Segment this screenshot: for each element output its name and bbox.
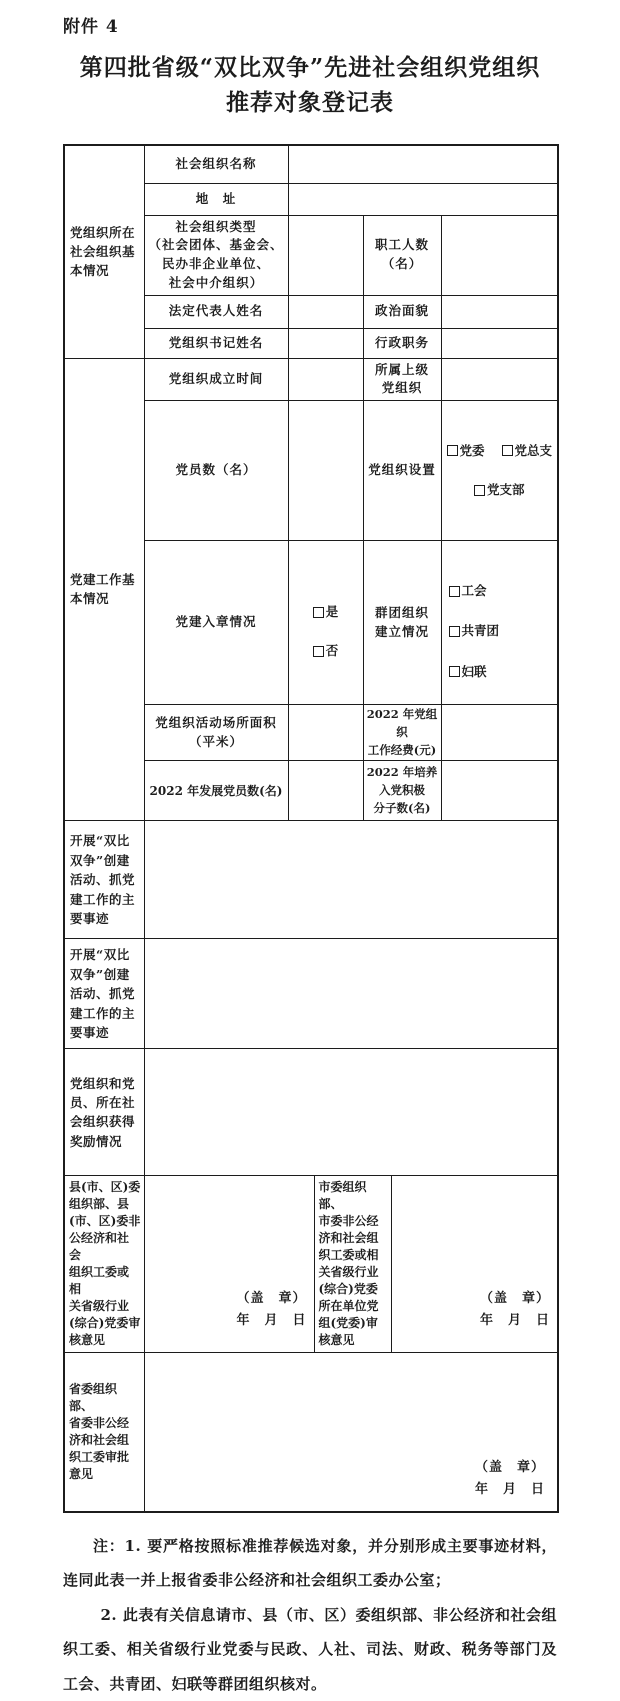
input-staff-count[interactable]	[441, 215, 558, 295]
label-org-name: 社会组织名称	[144, 145, 288, 183]
charter-inclusion-options	[288, 541, 363, 705]
checkbox-icon[interactable]	[447, 445, 458, 456]
input-party-org-founded-time[interactable]	[288, 358, 363, 401]
label-org-type: 社会组织类型 （社会团体、基金会、 民办非企业单位、 社会中介组织）	[144, 215, 288, 295]
checkbox-no[interactable]: 否	[313, 642, 339, 661]
county-review-stamp-area[interactable]	[144, 1176, 314, 1353]
label-party-org-setup: 党组织设置	[363, 401, 441, 541]
city-review-stamp-area[interactable]	[391, 1176, 558, 1353]
section-header-awards: 党组织和党 员、所在社 会组织获得 奖励情况	[64, 1049, 144, 1176]
input-party-secretary-name[interactable]	[288, 328, 363, 358]
label-2022-activists: 2022 年培养 入党积极 分子数(名)	[363, 761, 441, 821]
title-line-1: 第四批省级“双比双争”先进社会组织党组织	[79, 54, 541, 81]
label-legal-rep-name: 法定代表人姓名	[144, 295, 288, 328]
label-party-org-founded-time: 党组织成立时间	[144, 358, 288, 401]
label-political-status: 政治面貌	[363, 295, 441, 328]
label-party-charter-inclusion: 党建入章情况	[144, 541, 288, 705]
section-header-city-review: 市委组织部、 市委非公经 济和社会组 织工委或相 关省级行业 (综合)党委 所在单位党 组(党委)审 核意见	[314, 1176, 391, 1353]
checkbox-icon[interactable]	[474, 485, 485, 496]
stamp-date-block: （盖 章） 年 月 日	[475, 1459, 546, 1497]
input-awards[interactable]	[144, 1049, 558, 1176]
label-admin-position: 行政职务	[363, 328, 441, 358]
section-header-deeds-1: 开展“双比 双争”创建 活动、抓党 建工作的主 要事迹	[64, 821, 144, 939]
label-mass-org-establishment: 群团组织 建立情况	[363, 541, 441, 705]
footnote-label: 注：	[93, 1536, 125, 1555]
section-header-deeds-2: 开展“双比 双争”创建 活动、抓党 建工作的主 要事迹	[64, 939, 144, 1049]
input-org-name[interactable]	[288, 145, 558, 183]
checkbox-labor-union[interactable]: 工会	[449, 582, 487, 601]
input-admin-position[interactable]	[441, 328, 558, 358]
stamp-date-block: （盖 章） 年 月 日	[480, 1291, 551, 1329]
input-deeds-2[interactable]	[144, 939, 558, 1049]
document-title	[63, 51, 557, 120]
label-address: 地 址	[144, 183, 288, 215]
checkbox-party-general-branch[interactable]: 党总支	[502, 442, 553, 461]
mass-org-options	[441, 541, 558, 705]
checkbox-yes[interactable]: 是	[313, 603, 339, 622]
input-deeds-1[interactable]	[144, 821, 558, 939]
checkbox-party-branch[interactable]: 党支部	[474, 481, 525, 500]
input-activity-venue-area[interactable]	[288, 704, 363, 760]
checkbox-icon[interactable]	[449, 626, 460, 637]
footnotes	[63, 1529, 557, 1701]
checkbox-icon[interactable]	[313, 646, 324, 657]
input-political-status[interactable]	[441, 295, 558, 328]
label-party-secretary-name: 党组织书记姓名	[144, 328, 288, 358]
label-activity-venue-area: 党组织活动场所面积 （平米）	[144, 704, 288, 760]
label-party-member-count: 党员数（名）	[144, 401, 288, 541]
registration-form-table	[63, 144, 559, 1513]
input-2022-activists[interactable]	[441, 761, 558, 821]
section-header-party-building: 党建工作基 本情况	[64, 358, 144, 821]
checkbox-youth-league[interactable]: 共青团	[449, 622, 500, 641]
section-header-org-basic-info: 党组织所在 社会组织基 本情况	[64, 145, 144, 358]
footnote-1-text: 1. 要严格按照标准推荐候选对象，并分别形成主要事迹材料，连同此表一并上报省委非公经济和社会组织工委办公室；	[63, 1536, 557, 1590]
checkbox-icon[interactable]	[502, 445, 513, 456]
checkbox-icon[interactable]	[313, 607, 324, 618]
input-2022-new-members[interactable]	[288, 761, 363, 821]
input-2022-work-funds[interactable]	[441, 704, 558, 760]
attachment-label: 附件 4	[63, 17, 119, 37]
checkbox-party-committee[interactable]: 党委	[447, 442, 485, 461]
title-line-2: 推荐对象登记表	[226, 88, 394, 116]
label-superior-party-org: 所属上级 党组织	[363, 358, 441, 401]
footnote-2: 2. 此表有关信息请市、县（市、区）委组织部、非公经济和社会组织工委、相关省级行业党委与民政、人社、司法、财政、税务等部门及工会、共青团、妇联等群团组织核对。	[63, 1605, 557, 1693]
section-header-province-approval: 省委组织部、 省委非公经 济和社会组 织工委审批 意见	[64, 1353, 144, 1512]
input-superior-party-org[interactable]	[441, 358, 558, 401]
input-address[interactable]	[288, 183, 558, 215]
label-staff-count: 职工人数 （名）	[363, 215, 441, 295]
checkbox-icon[interactable]	[449, 586, 460, 597]
label-2022-work-funds: 2022 年党组织 工作经费(元)	[363, 704, 441, 760]
section-header-county-review: 县(市、区)委 组织部、县 (市、区)委非 公经济和社会 组织工委或相 关省级行业 (综合)党委审 核意见	[64, 1176, 144, 1353]
party-org-setup-options	[441, 401, 558, 541]
checkbox-icon[interactable]	[449, 666, 460, 677]
province-approval-stamp-area[interactable]	[144, 1353, 558, 1512]
input-party-member-count[interactable]	[288, 401, 363, 541]
footnote-1	[63, 1529, 557, 1598]
label-2022-new-members: 2022 年发展党员数(名)	[144, 761, 288, 821]
input-legal-rep-name[interactable]	[288, 295, 363, 328]
stamp-date-block: （盖 章） 年 月 日	[236, 1291, 307, 1329]
input-org-type[interactable]	[288, 215, 363, 295]
checkbox-womens-federation[interactable]: 妇联	[449, 663, 487, 682]
